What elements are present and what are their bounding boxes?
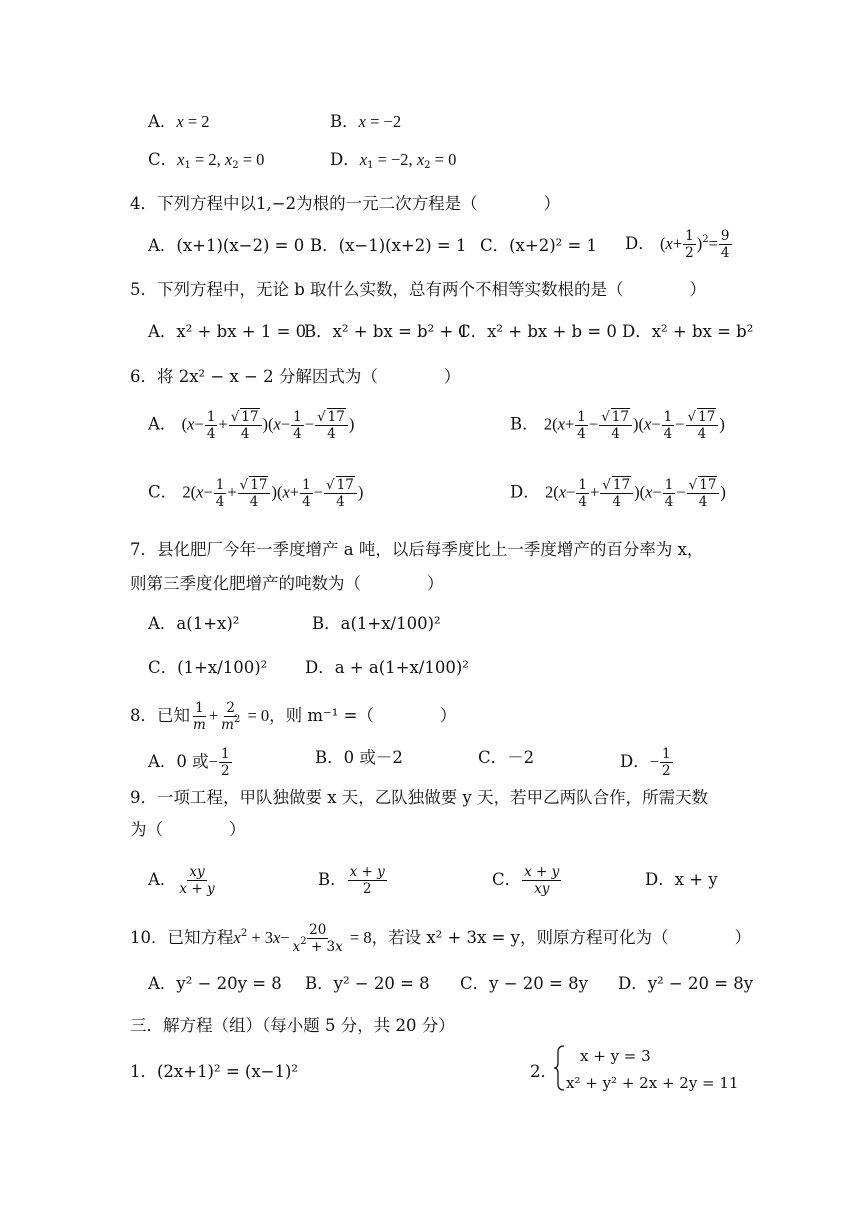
q4-option-c: C．(x+2)² = 1 [480,236,598,255]
q10-option-d: D．y² − 20 = 8y [618,974,754,993]
q9-option-b: B． $\frac{x + y}{2}$ [318,864,385,897]
option-letter: A． [148,112,177,131]
q4-option-b: B．(x−1)(x+2) = 1 [310,236,467,255]
q6-option-b: B． 2(x+ $\frac{1}{4}$ − $\frac{√ 17}{4}$ )(x− $\frac{1}{4}$ − $\frac{√ 17}{4}$ ) [510,408,725,442]
q5-option-b: B．x² + bx = b² + 1 [304,322,470,341]
q5-option-d: D．x² + bx = b² [622,322,754,341]
option-letter: C． [492,870,522,889]
option-letter: D． [625,234,655,253]
q9-option-c: C． $\frac{x + y}{xy}$ [492,864,560,897]
problem-2-eq1: x + y = 3 [580,1047,651,1065]
q8-question: 8．已知 $\frac{1}{m}$ + $\frac{2}{m^2}$ = 0，则 m⁻¹ =（ ） [130,700,457,733]
q7-question-line1: 7．县化肥厂今年一季度增产 a 吨，以后每季度比上一季度增产的百分率为 x， [130,540,704,559]
q10-option-c: C．y − 20 = 8y [460,974,588,993]
q7-option-d: D．a + a(1+x/100)² [305,658,469,677]
q8-option-b: B．0 或－2 [315,748,403,767]
q7-option-c: C．(1+x/100)² [148,658,268,677]
q7-question-line2: 则第三季度化肥增产的吨数为（ ） [130,574,444,593]
q6-option-c: C． 2(x− $\frac{1}{4}$ + $\frac{√ 17}{4}$ )(x+ $\frac{1}{4}$ − $\frac{√ 17}{4}$ ) [148,476,364,510]
option-letter: D． [620,752,650,771]
option-letter: D． [330,150,360,169]
option-letter: A． [148,870,177,889]
option-letter: A． [148,414,177,434]
option-letter: B． [330,112,359,131]
q5-option-a: A．x² + bx + 1 = 0 [148,322,307,341]
problem-2-label: 2． [530,1062,557,1081]
q4-option-d: D． (x+ $\frac{1}{2}$ )$^2$= $\frac{9}{4}$ [625,228,730,261]
q8-option-d: D．− $\frac{1}{2}$ [620,746,671,779]
q8-suffix: ，则 m⁻¹ =（ ） [269,706,457,725]
q8-prefix: 8．已知 [130,706,190,725]
q9-option-a: A． $\frac{xy}{x + y}$ [148,864,215,897]
q8-option-a: A．0 或− $\frac{1}{2}$ [148,746,230,779]
q10-question: 10．已知方程$x^2 + 3x-$ $\frac{20}{x^2 + 3x}$ = 8，若设 x² + 3x = y，则原方程可化为（ ） [130,922,751,955]
q8-option-c: C．－2 [478,748,535,767]
q3-option-c: C．$x_1 = 2$, $x_2 = 0$ [148,150,265,171]
option-letter: D． [510,482,540,502]
option-text: A．0 或 [148,752,209,771]
option-letter: B． [510,414,539,434]
q6-option-a: A． (x− $\frac{1}{4}$ + $\frac{√ 17}{4}$ )(x− $\frac{1}{4}$ − $\frac{√ 17}{4}$ ) [148,408,355,442]
q6-option-d: D． 2(x− $\frac{1}{4}$ + $\frac{√ 17}{4}$ )(x− $\frac{1}{4}$ − $\frac{√ 17}{4}$ ) [510,476,726,510]
q10-suffix: ，若设 x² + 3x = y，则原方程可化为（ ） [371,928,751,947]
option-letter: C． [148,482,178,502]
q5-option-c: C．x² + bx + b = 0 [458,322,617,341]
q3-option-b: B．x = −2 [330,112,402,131]
q9-option-d: D．x + y [645,870,718,889]
problem-1: 1．(2x+1)² = (x−1)² [130,1062,299,1081]
q7-option-b: B．a(1+x/100)² [312,614,441,633]
q9-question-line1: 9．一项工程，甲队独做要 x 天，乙队独做要 y 天，若甲乙两队合作，所需天数 [130,788,709,807]
q9-question-line2: 为（ ） [130,820,246,839]
q10-option-b: B．y² − 20 = 8 [305,974,430,993]
q7-option-a: A．a(1+x)² [148,614,240,633]
option-letter: C． [148,150,178,169]
q10-option-a: A．y² − 20y = 8 [148,974,282,993]
q3-option-d: D．$x_1 = -2$, $x_2 = 0$ [330,150,457,171]
q10-prefix: 10．已知方程 [130,928,234,947]
q4-question: 4．下列方程中以1,−2为根的一元二次方程是（ ） [130,194,561,213]
q3-a-expr: x [176,112,184,131]
section-heading: 三．解方程（组）（每小题 5 分，共 20 分） [130,1016,455,1035]
problem-2-eq2: x² + y² + 2x + 2y = 11 [566,1074,739,1092]
q3-option-a: A．x = 2 [148,112,210,131]
q6-question: 6．将 2x² − x − 2 分解因式为（ ） [130,367,461,386]
q4-option-a: A．(x+1)(x−2) = 0 [148,236,305,255]
option-letter: B． [318,870,347,889]
q5-question: 5．下列方程中，无论 b 取什么实数，总有两个不相等实数根的是（ ） [130,280,707,299]
